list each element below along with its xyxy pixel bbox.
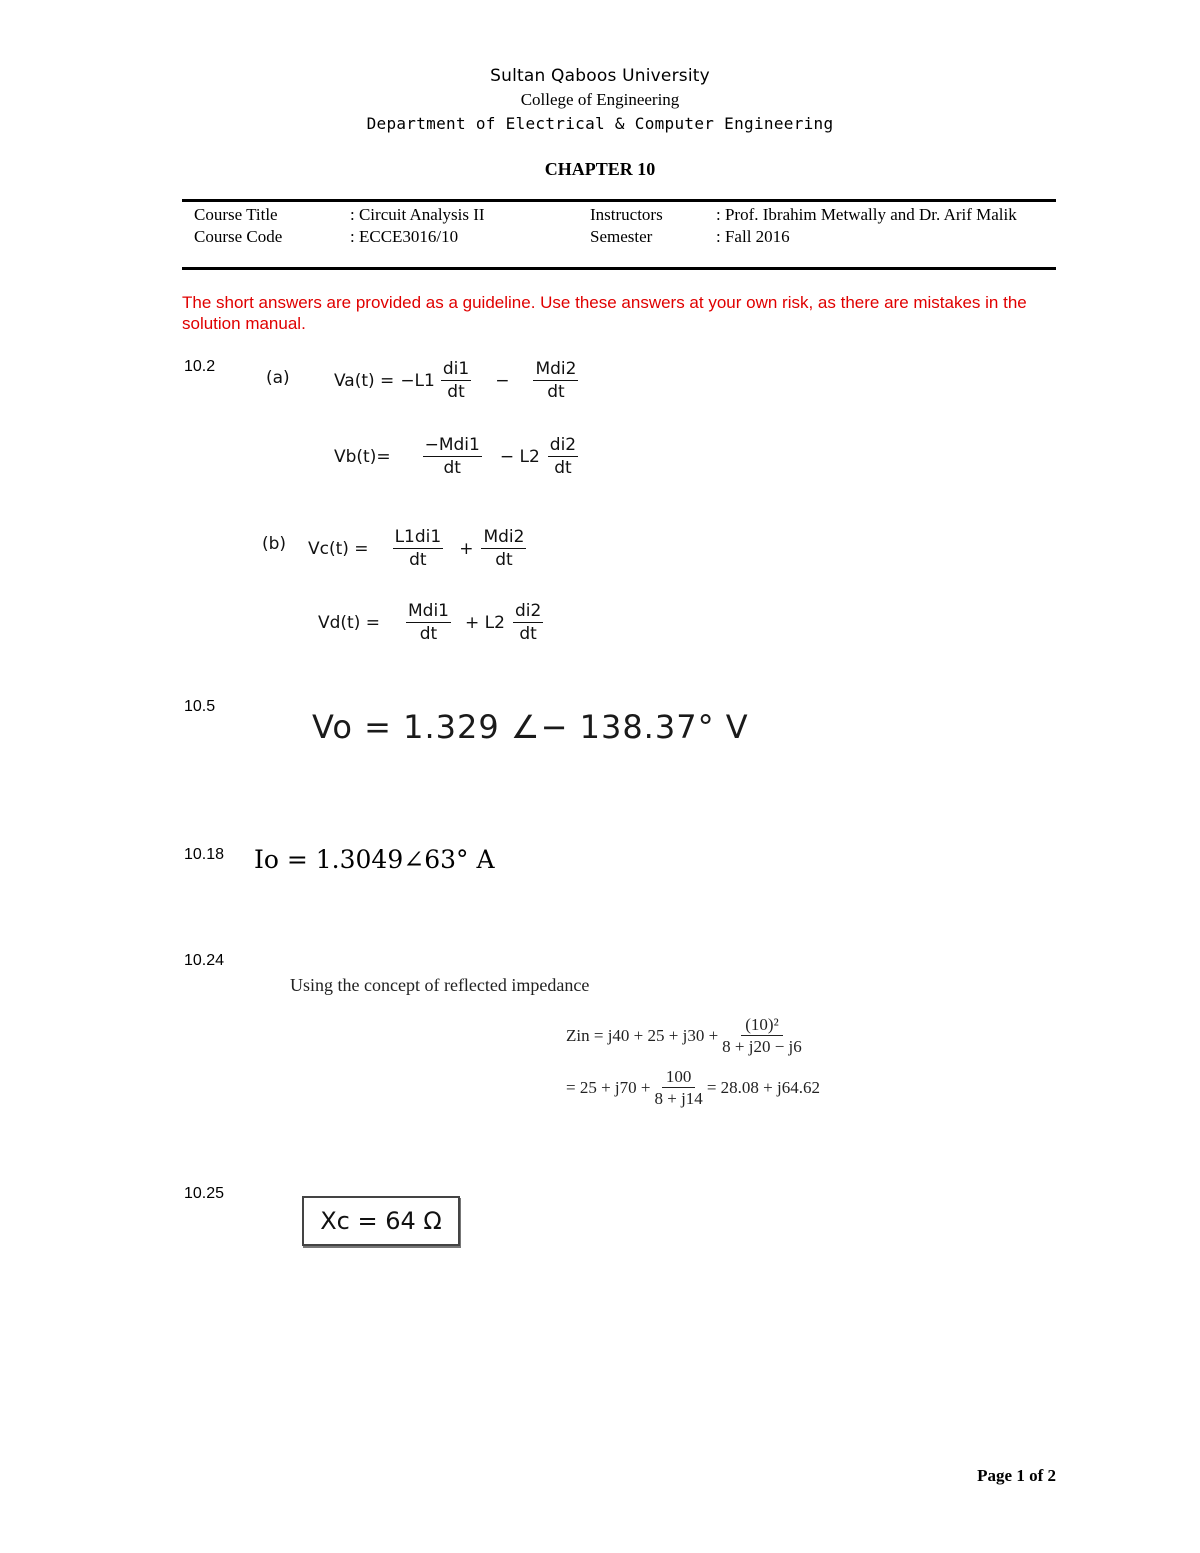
problem-number: 10.2 [184, 358, 216, 375]
course-code-label: Course Code [194, 227, 283, 246]
department-name: Department of Electrical & Computer Engineering [366, 114, 834, 133]
part-a-label: (a) [266, 368, 290, 388]
equation-vb [334, 434, 578, 479]
vc-term1-den: dt [409, 550, 427, 570]
zin-line2-rhs: = 28.08 + j64.62 [706, 1077, 820, 1097]
vd-operator: + L2 [465, 612, 505, 633]
zin-fraction [722, 1014, 802, 1057]
course-title-value: : Circuit Analysis II [350, 205, 485, 224]
bottom-rule [182, 267, 1056, 270]
zin-lhs: Zin = j40 + 25 + j30 + [566, 1025, 719, 1045]
impedance-equation-line2 [566, 1066, 820, 1109]
vb-lhs: Vb(t)= [334, 446, 391, 467]
vd-lhs: Vd(t) = [318, 612, 380, 633]
zin-line2-num: 100 [662, 1066, 696, 1088]
vd-term1-den: dt [419, 624, 438, 644]
reflected-impedance-intro: Using the concept of reflected impedance [290, 975, 590, 995]
vc-term2-den: dt [495, 550, 513, 570]
semester-label: Semester [590, 227, 653, 246]
vd-term2-num: di2 [514, 601, 542, 621]
semester-value: : Fall 2016 [716, 227, 790, 246]
university-name: Sultan Qaboos University [490, 66, 710, 86]
course-code-value: : ECCE3016/10 [350, 227, 459, 246]
disclaimer-notice: The short answers are provided as a guideline. Use these answers at your own risk, as there are mistakes in the solution manual. [182, 293, 1027, 333]
zin-line2-lhs: = 25 + j70 + [566, 1077, 651, 1097]
vc-term2-fraction [481, 526, 526, 571]
vb-term2-den: dt [554, 458, 572, 478]
vd-term1-fraction [406, 600, 451, 645]
va-term2-num: Mdi2 [535, 359, 577, 379]
vb-term2-num: di2 [549, 435, 577, 455]
va-term1-num: di1 [442, 359, 470, 379]
problem-number: 10.25 [184, 1185, 225, 1202]
equation-vd [318, 600, 543, 645]
instructors-label: Instructors [590, 205, 663, 224]
vc-operator: + [459, 538, 474, 559]
vb-term1-num: −Mdi1 [424, 435, 480, 455]
chapter-title: CHAPTER 10 [544, 159, 656, 179]
vb-term1-den: dt [443, 458, 461, 478]
equation-va [334, 358, 578, 403]
problem-number: 10.24 [184, 952, 225, 969]
zin-line2-den: 8 + j14 [654, 1089, 703, 1108]
zin-line2-fraction [655, 1066, 703, 1109]
instructors-value: : Prof. Ibrahim Metwally and Dr. Arif Malik [716, 205, 1017, 224]
problem-number: 10.5 [184, 698, 216, 715]
top-rule [182, 199, 1056, 202]
part-b-label: (b) [262, 534, 287, 554]
zin-fraction-num: (10)² [741, 1014, 782, 1036]
problem-number: 10.18 [184, 846, 225, 863]
vb-term2-fraction [548, 434, 578, 479]
page-number: Page 1 of 2 [977, 1466, 1056, 1485]
vb-operator: − L2 [499, 446, 540, 467]
va-operator: − [495, 370, 510, 391]
answer-10-5: Vo = 1.329 ∠− 138.37° V [312, 708, 749, 746]
vc-term2-num: Mdi2 [483, 527, 525, 547]
va-term1-coef: −L1 [400, 370, 435, 391]
equation-vc [308, 526, 526, 571]
answer-10-18: Io = 1.3049∠63° A [254, 845, 495, 874]
course-title-label: Course Title [194, 205, 278, 224]
va-term1-den: dt [447, 382, 465, 402]
impedance-equation-line1 [566, 1014, 806, 1057]
vb-term1-fraction [423, 434, 482, 479]
va-term1-fraction [441, 358, 471, 403]
answer-10-25: Xc = 64 Ω [320, 1207, 442, 1235]
vd-term2-den: dt [519, 624, 537, 644]
va-lhs: Va(t) = [334, 370, 395, 391]
college-name: College of Engineering [520, 90, 680, 109]
vc-lhs: Vc(t) = [308, 538, 369, 559]
vc-term1-num: L1di1 [394, 527, 442, 547]
vd-term2-fraction [513, 600, 543, 645]
vd-term1-num: Mdi1 [408, 601, 449, 621]
vc-term1-fraction [393, 526, 444, 571]
zin-fraction-den: 8 + j20 − j6 [722, 1037, 802, 1056]
va-term2-fraction [533, 358, 578, 403]
va-term2-den: dt [547, 382, 565, 402]
answer-10-25-box [302, 1196, 460, 1246]
